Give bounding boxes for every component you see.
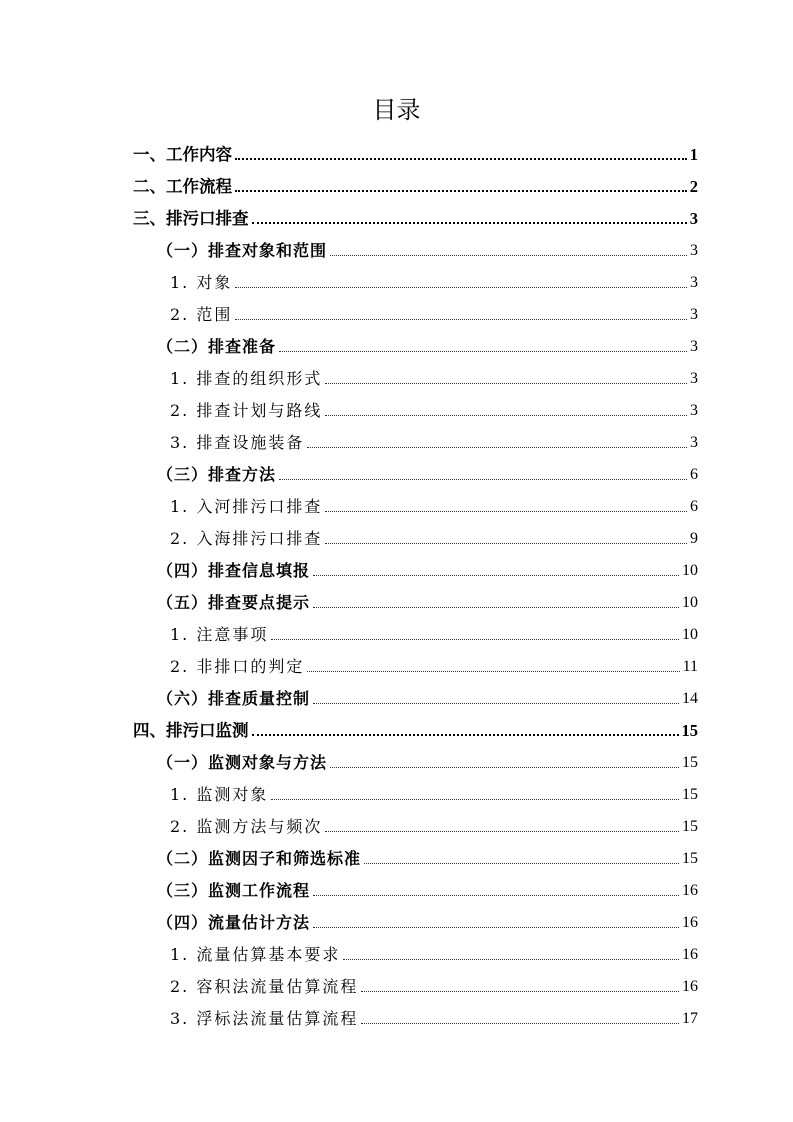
dot-leader	[313, 926, 679, 928]
toc-entry-page: 3	[690, 274, 698, 291]
toc-entry-page: 15	[682, 818, 698, 835]
toc-entry-label: 1. 监测对象	[170, 785, 269, 804]
toc-entry[interactable]	[133, 198, 698, 230]
toc-entry-page: 16	[682, 882, 698, 899]
toc-entry-page: 10	[682, 594, 698, 611]
dot-leader	[271, 638, 679, 640]
toc-entry-page: 3	[690, 434, 698, 451]
dot-leader	[325, 510, 687, 512]
toc-entry-page: 3	[690, 306, 698, 323]
toc-entry-page: 6	[690, 466, 698, 483]
toc-entry[interactable]	[170, 614, 698, 646]
toc-entry[interactable]	[157, 454, 698, 486]
toc-entry-page: 15	[682, 850, 698, 867]
toc-entry-label: （一）监测对象与方法	[157, 753, 328, 772]
dot-leader	[235, 286, 687, 288]
toc-entry-page: 14	[682, 690, 698, 707]
toc-entry-label: 一、工作内容	[133, 145, 232, 164]
toc-entry-label: 四、排污口监测	[133, 721, 249, 740]
toc-entry[interactable]	[133, 166, 698, 198]
toc-entry[interactable]	[170, 646, 698, 678]
toc-entry-page: 1	[689, 145, 698, 164]
toc-entry[interactable]	[157, 678, 698, 710]
toc-entry-label: 2. 排查计划与路线	[170, 401, 323, 420]
toc-entry[interactable]	[157, 550, 698, 582]
toc-entry-label: （二）排查准备	[157, 337, 277, 356]
toc-entry[interactable]	[157, 582, 698, 614]
toc-entry-page: 15	[681, 721, 698, 740]
dot-leader	[252, 221, 687, 224]
toc-entry[interactable]	[157, 742, 698, 774]
dot-leader	[325, 382, 687, 384]
toc-entry-label: （三）监测工作流程	[157, 881, 311, 900]
dot-leader	[279, 350, 687, 352]
toc-entry-label: （四）排查信息填报	[157, 561, 311, 580]
toc-entry-label: 2. 范围	[170, 305, 233, 324]
dot-leader	[364, 862, 679, 864]
toc-entry[interactable]	[157, 230, 698, 262]
toc-entry[interactable]	[133, 710, 698, 742]
toc-entry-label: 1. 注意事项	[170, 625, 269, 644]
dot-leader	[325, 830, 679, 832]
toc-entry[interactable]	[133, 134, 698, 166]
toc-entry[interactable]	[170, 774, 698, 806]
dot-leader	[307, 446, 687, 448]
toc-entry-label: （三）排查方法	[157, 465, 277, 484]
toc-entry-label: 2. 非排口的判定	[170, 657, 305, 676]
toc-entry-label: 1. 对象	[170, 273, 233, 292]
toc-entry-label: （六）排查质量控制	[157, 689, 311, 708]
toc-entry-label: 二、工作流程	[133, 177, 232, 196]
toc-entry[interactable]	[157, 326, 698, 358]
toc-entry[interactable]	[170, 486, 698, 518]
toc-entry-page: 9	[690, 530, 698, 547]
toc-entry-page: 3	[690, 402, 698, 419]
toc-entry[interactable]	[170, 518, 698, 550]
toc-entry-page: 16	[682, 946, 698, 963]
dot-leader	[252, 733, 679, 736]
toc-entry[interactable]	[170, 966, 698, 998]
dot-leader	[330, 766, 679, 768]
toc-entry-label: 1. 入河排污口排查	[170, 497, 323, 516]
toc-entry[interactable]	[170, 934, 698, 966]
dot-leader	[343, 958, 679, 960]
dot-leader	[235, 189, 687, 192]
dot-leader	[307, 670, 679, 672]
dot-leader	[361, 990, 679, 992]
toc-entry-label: 1. 排查的组织形式	[170, 369, 323, 388]
toc-entry[interactable]	[170, 390, 698, 422]
page-title: 目录	[372, 96, 421, 124]
dot-leader	[325, 414, 687, 416]
dot-leader	[330, 254, 687, 256]
toc-entry-label: （一）排查对象和范围	[157, 241, 328, 260]
toc-entry[interactable]	[170, 998, 698, 1030]
toc-entry-page: 11	[682, 658, 698, 675]
dot-leader	[279, 478, 687, 480]
toc-entry-label: 1. 流量估算基本要求	[170, 945, 341, 964]
toc-entry-page: 3	[690, 338, 698, 355]
toc-entry-page: 10	[682, 626, 698, 643]
toc-entry[interactable]	[157, 902, 698, 934]
dot-leader	[313, 894, 679, 896]
toc-entry-label: 2. 容积法流量估算流程	[170, 977, 359, 996]
toc-entry-page: 2	[689, 177, 698, 196]
dot-leader	[235, 318, 687, 320]
toc-entry-page: 3	[690, 242, 698, 259]
toc-entry-page: 6	[690, 498, 698, 515]
toc-entry[interactable]	[170, 294, 698, 326]
toc-entry[interactable]	[157, 870, 698, 902]
toc-entry[interactable]	[170, 358, 698, 390]
toc-entry-page: 3	[689, 209, 698, 228]
toc-entry-page: 15	[682, 754, 698, 771]
dot-leader	[313, 702, 679, 704]
toc-entry-page: 3	[690, 370, 698, 387]
dot-leader	[235, 157, 687, 160]
toc-entry-label: （二）监测因子和筛选标准	[157, 849, 362, 868]
toc-entry-label: 2. 监测方法与频次	[170, 817, 323, 836]
toc-entry-label: 2. 入海排污口排查	[170, 529, 323, 548]
toc-entry-label: 3. 浮标法流量估算流程	[170, 1009, 359, 1028]
toc-entry[interactable]	[170, 806, 698, 838]
toc-entry-label: （四）流量估计方法	[157, 913, 311, 932]
dot-leader	[361, 1022, 679, 1024]
toc-entry[interactable]	[157, 838, 698, 870]
dot-leader	[271, 798, 679, 800]
dot-leader	[325, 542, 687, 544]
dot-leader	[313, 574, 679, 576]
toc-entry[interactable]	[170, 422, 698, 454]
dot-leader	[313, 606, 679, 608]
toc-entry[interactable]	[170, 262, 698, 294]
toc-entry-page: 16	[682, 914, 698, 931]
toc-entry-label: 三、排污口排查	[133, 209, 249, 228]
toc-entry-label: 3. 排查设施装备	[170, 433, 305, 452]
toc-entry-page: 10	[682, 562, 698, 579]
toc-entry-page: 16	[682, 978, 698, 995]
toc-entry-page: 15	[682, 786, 698, 803]
toc-entry-label: （五）排查要点提示	[157, 593, 311, 612]
toc-entry-page: 17	[682, 1010, 698, 1027]
